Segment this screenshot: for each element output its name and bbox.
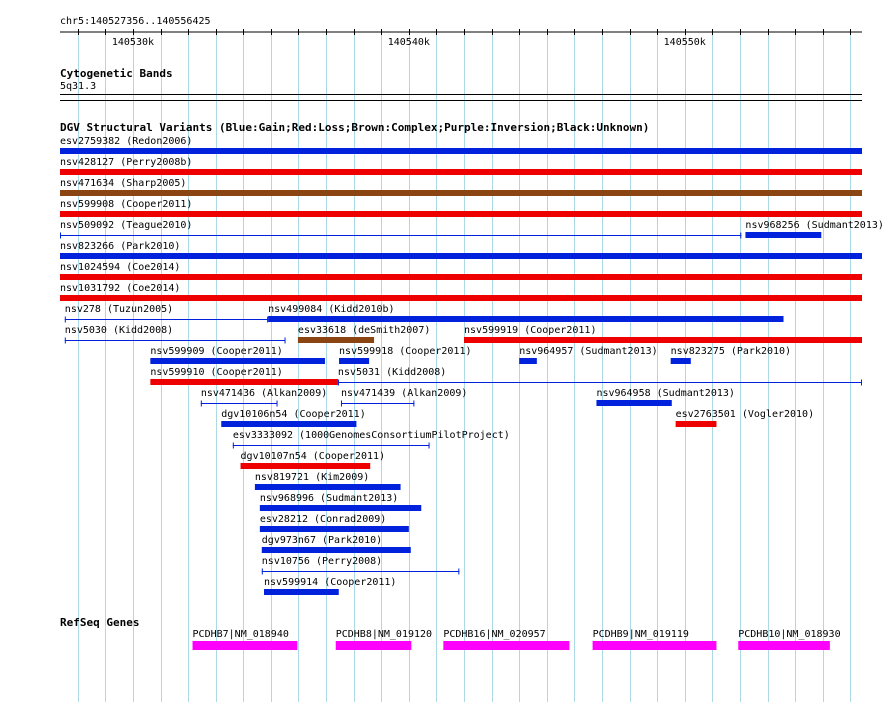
- dgv-feature-bar[interactable]: [60, 274, 862, 280]
- cytoband-title: Cytogenetic Bands: [60, 67, 173, 80]
- dgv-feature-esv2759382[interactable]: [60, 136, 862, 154]
- dgv-feature-bar[interactable]: [241, 463, 371, 469]
- dgv-feature-label: dgv10106n54 (Cooper2011): [221, 409, 366, 420]
- dgv-feature-bar[interactable]: [260, 505, 421, 511]
- dgv-feature-esv33618[interactable]: [298, 325, 430, 343]
- dgv-feature-nsv823275[interactable]: [671, 346, 791, 364]
- dgv-track[interactable]: [60, 121, 884, 595]
- dgv-feature-bar[interactable]: [150, 379, 338, 385]
- dgv-feature-label: nsv471634 (Sharp2005): [60, 178, 187, 189]
- cytogenetic-bands-track[interactable]: [60, 67, 862, 101]
- dgv-feature-nsv471634[interactable]: [60, 178, 862, 196]
- dgv-feature-dgv10106n54[interactable]: [221, 409, 366, 427]
- dgv-feature-label: nsv819721 (Kim2009): [254, 472, 370, 483]
- dgv-feature-nsv428127[interactable]: [60, 157, 862, 175]
- dgv-feature-label: esv33618 (deSmith2007): [297, 325, 431, 336]
- dgv-feature-label: dgv973n67 (Park2010): [261, 535, 383, 546]
- dgv-feature-bar[interactable]: [464, 337, 862, 343]
- dgv-feature-bar[interactable]: [339, 358, 369, 364]
- position-ruler[interactable]: [60, 16, 862, 48]
- dgv-feature-bar[interactable]: [60, 148, 862, 154]
- dgv-feature-bar[interactable]: [596, 400, 671, 406]
- dgv-feature-bar[interactable]: [745, 232, 821, 238]
- refseq-gene-bar[interactable]: [336, 641, 412, 650]
- refseq-gene-label: PCDHB7|NM_018940: [192, 629, 289, 640]
- dgv-feature-label: nsv471436 (Alkan2009): [200, 388, 328, 399]
- refseq-gene-label: PCDHB9|NM_019119: [592, 629, 689, 640]
- dgv-feature-nsv964958[interactable]: [596, 388, 734, 406]
- dgv-feature-nsv5030[interactable]: [65, 325, 286, 344]
- dgv-feature-nsv819721[interactable]: [255, 472, 401, 490]
- dgv-feature-nsv599910[interactable]: [150, 367, 338, 385]
- ruler-location: chr5:140527356..140556425: [60, 16, 211, 27]
- dgv-feature-label: nsv10756 (Perry2008): [261, 556, 383, 567]
- refseq-gene-bar[interactable]: [193, 641, 298, 650]
- dgv-feature-label: nsv509092 (Teague2010): [60, 220, 193, 231]
- dgv-title: DGV Structural Variants (Blue:Gain;Red:Loss;Brown:Complex;Purple:Inversion;Black:Unknown): [60, 121, 650, 134]
- dgv-feature-nsv1031792[interactable]: [60, 283, 862, 301]
- dgv-feature-dgv973n67[interactable]: [262, 535, 411, 553]
- dgv-feature-label: nsv599914 (Cooper2011): [263, 577, 397, 588]
- refseq-track[interactable]: [60, 616, 841, 650]
- dgv-feature-nsv599919[interactable]: [464, 325, 862, 343]
- dgv-feature-label: nsv968256 (Sudmant2013): [745, 220, 884, 231]
- dgv-feature-bar[interactable]: [519, 358, 537, 364]
- refseq-gene[interactable]: [443, 629, 569, 650]
- dgv-feature-bar[interactable]: [262, 547, 411, 553]
- dgv-feature-label: nsv1031792 (Coe2014): [60, 283, 181, 294]
- dgv-feature-label: nsv599909 (Cooper2011): [150, 346, 283, 357]
- dgv-feature-nsv10756[interactable]: [262, 556, 460, 575]
- dgv-feature-bar[interactable]: [676, 421, 717, 427]
- refseq-gene-bar[interactable]: [738, 641, 830, 650]
- dgv-feature-label: esv3333092 (1000GenomesConsortiumPilotProject): [232, 430, 510, 441]
- dgv-feature-nsv968996[interactable]: [260, 493, 421, 511]
- dgv-feature-label: esv28212 (Conrad2009): [259, 514, 387, 525]
- dgv-feature-label: esv2759382 (Redon2006): [60, 136, 193, 147]
- dgv-feature-label: nsv599919 (Cooper2011): [464, 325, 597, 336]
- dgv-feature-label: nsv278 (Tuzun2005): [64, 304, 174, 315]
- dgv-feature-label: nsv5031 (Kidd2008): [337, 367, 447, 378]
- refseq-gene[interactable]: [193, 629, 298, 650]
- dgv-feature-label: nsv823266 (Park2010): [60, 241, 181, 252]
- dgv-feature-bar[interactable]: [298, 337, 374, 343]
- dgv-feature-nsv499084[interactable]: [268, 304, 783, 322]
- ruler-tick-label: 140530k: [111, 37, 155, 48]
- refseq-title: RefSeq Genes: [60, 616, 140, 629]
- dgv-features: [60, 136, 884, 595]
- dgv-feature-esv3333092[interactable]: [233, 430, 510, 449]
- dgv-feature-label: nsv1024594 (Coe2014): [60, 262, 181, 273]
- dgv-feature-nsv5031[interactable]: [338, 367, 862, 386]
- dgv-feature-bar[interactable]: [221, 421, 356, 427]
- dgv-feature-nsv964957[interactable]: [519, 346, 657, 364]
- dgv-feature-label: dgv10107n54 (Cooper2011): [240, 451, 386, 462]
- cytoband-label: 5q31.3: [60, 81, 97, 92]
- refseq-gene-bar[interactable]: [443, 641, 569, 650]
- refseq-gene-label: PCDHB10|NM_018930: [738, 629, 841, 640]
- dgv-feature-nsv599908[interactable]: [60, 199, 862, 217]
- ruler-tick-label: 140540k: [387, 37, 430, 48]
- refseq-gene-label: PCDHB8|NM_019120: [335, 629, 433, 640]
- dgv-feature-bar[interactable]: [268, 316, 783, 322]
- dgv-feature-nsv968256[interactable]: [745, 220, 883, 238]
- dgv-feature-bar[interactable]: [60, 190, 862, 196]
- dgv-feature-nsv1024594[interactable]: [60, 262, 862, 280]
- dgv-feature-nsv599914[interactable]: [264, 577, 396, 595]
- refseq-gene[interactable]: [738, 629, 840, 650]
- dgv-feature-bar[interactable]: [60, 295, 862, 301]
- dgv-feature-label: nsv599918 (Cooper2011): [339, 346, 472, 357]
- dgv-feature-esv28212[interactable]: [260, 514, 409, 532]
- dgv-feature-label: nsv968996 (Sudmant2013): [259, 493, 399, 504]
- dgv-feature-bar[interactable]: [60, 169, 862, 175]
- dgv-feature-nsv509092[interactable]: [60, 220, 741, 239]
- dgv-feature-bar[interactable]: [255, 484, 401, 490]
- dgv-feature-nsv599918[interactable]: [339, 346, 471, 364]
- dgv-feature-bar[interactable]: [260, 526, 409, 532]
- dgv-feature-label: nsv599908 (Cooper2011): [60, 199, 193, 210]
- dgv-feature-label: nsv823275 (Park2010): [670, 346, 792, 357]
- refseq-features: [193, 629, 841, 650]
- refseq-gene-bar[interactable]: [593, 641, 717, 650]
- dgv-feature-label: nsv5030 (Kidd2008): [64, 325, 174, 336]
- dgv-feature-nsv471436[interactable]: [201, 388, 327, 407]
- ruler-tick-label: 140550k: [663, 37, 706, 48]
- dgv-feature-nsv823266[interactable]: [60, 241, 862, 259]
- refseq-gene[interactable]: [593, 629, 717, 650]
- dgv-feature-nsv471439[interactable]: [341, 388, 467, 407]
- dgv-feature-label: nsv964957 (Sudmant2013): [519, 346, 658, 357]
- refseq-gene-label: PCDHB16|NM_020957: [443, 629, 546, 640]
- refseq-gene[interactable]: [336, 629, 432, 650]
- dgv-feature-esv2763501[interactable]: [676, 409, 814, 427]
- dgv-feature-bar[interactable]: [150, 358, 325, 364]
- dgv-feature-label: nsv499084 (Kidd2010b): [268, 304, 395, 315]
- dgv-feature-dgv10107n54[interactable]: [241, 451, 386, 469]
- dgv-feature-nsv278[interactable]: [65, 304, 268, 323]
- dgv-feature-label: nsv964958 (Sudmant2013): [596, 388, 735, 399]
- dgv-feature-label: esv2763501 (Vogler2010): [675, 409, 815, 420]
- dgv-feature-bar[interactable]: [60, 211, 862, 217]
- dgv-feature-bar[interactable]: [671, 358, 691, 364]
- dgv-feature-label: nsv599910 (Cooper2011): [150, 367, 283, 378]
- dgv-feature-label: nsv471439 (Alkan2009): [340, 388, 468, 399]
- dgv-feature-bar[interactable]: [264, 589, 339, 595]
- dgv-feature-bar[interactable]: [60, 253, 862, 259]
- dgv-feature-label: nsv428127 (Perry2008b): [60, 157, 193, 168]
